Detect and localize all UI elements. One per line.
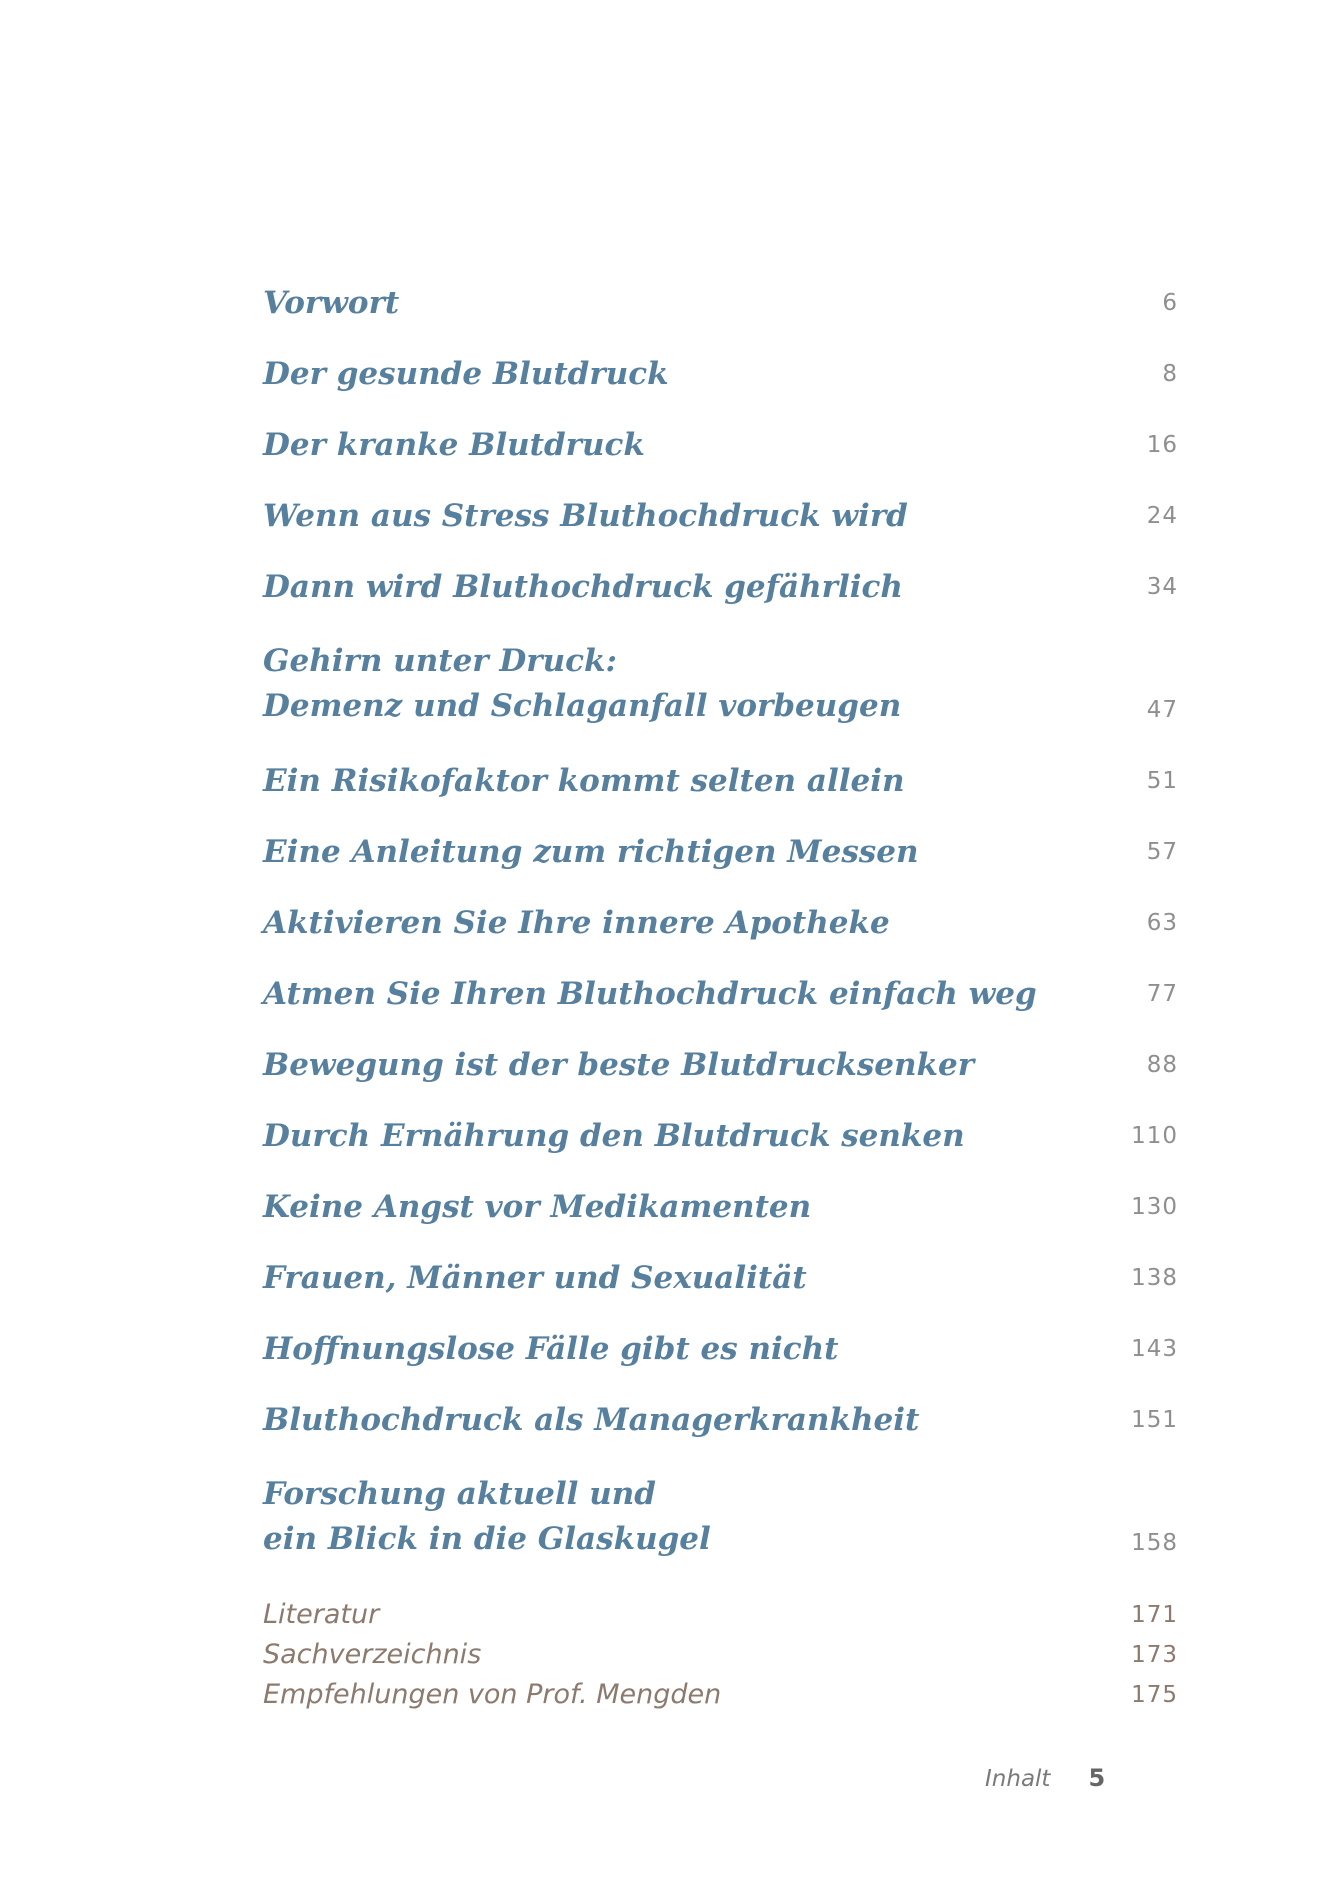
toc-entry-title bbox=[263, 284, 1043, 322]
toc-entry bbox=[263, 833, 1178, 871]
chapter-list bbox=[263, 284, 1178, 1562]
toc-entry bbox=[263, 426, 1178, 464]
toc-entry-title bbox=[263, 1117, 1043, 1155]
toc-entry-title-line: Frauen, Männer und Sexualität bbox=[263, 1260, 807, 1296]
toc-entry-title bbox=[263, 497, 1043, 535]
toc-entry-title-line: Der gesunde Blutdruck bbox=[263, 356, 669, 392]
toc-entry-page: 6 bbox=[1162, 290, 1178, 316]
toc-entry-title-line: Aktivieren Sie Ihre innere Apotheke bbox=[263, 905, 890, 941]
toc-entry-title-line: Der kranke Blutdruck bbox=[263, 427, 645, 463]
toc-entry-page: 47 bbox=[1146, 697, 1178, 723]
toc-entry-title-line: Atmen Sie Ihren Bluthochdruck einfach weg bbox=[263, 976, 1037, 1012]
toc-entry-page: 130 bbox=[1131, 1194, 1178, 1220]
toc-entry-title-line: Wenn aus Stress Bluthochdruck wird bbox=[263, 498, 908, 534]
toc-entry-page: 158 bbox=[1131, 1530, 1178, 1556]
toc-entry bbox=[263, 284, 1178, 322]
toc-entry-title-line: Keine Angst vor Medikamenten bbox=[263, 1189, 812, 1225]
toc-entry-page: 51 bbox=[1146, 768, 1178, 794]
toc-entry-title bbox=[263, 762, 1043, 800]
appendix-entry bbox=[263, 1635, 1178, 1675]
toc-entry bbox=[263, 1046, 1178, 1084]
appendix-entry-title: Sachverzeichnis bbox=[263, 1639, 482, 1670]
toc-entry bbox=[263, 568, 1178, 606]
toc-entry-title-line: Demenz und Schlaganfall vorbeugen bbox=[263, 688, 902, 724]
toc-entry bbox=[263, 1259, 1178, 1297]
toc-entry bbox=[263, 1117, 1178, 1155]
toc-entry-page: 24 bbox=[1146, 503, 1178, 529]
appendix-entry-page: 173 bbox=[1131, 1642, 1178, 1668]
toc-entry-page: 88 bbox=[1146, 1052, 1178, 1078]
toc-entry bbox=[263, 1472, 1178, 1562]
toc-entry-title-line: Eine Anleitung zum richtigen Messen bbox=[263, 834, 919, 870]
toc-entry-title-line: ein Blick in die Glaskugel bbox=[263, 1521, 711, 1557]
toc-entry-page: 151 bbox=[1131, 1407, 1178, 1433]
toc-entry-page: 57 bbox=[1146, 839, 1178, 865]
toc-entry-title bbox=[263, 568, 1043, 606]
toc-entry-title-line: Hoffnungslose Fälle gibt es nicht bbox=[263, 1331, 839, 1367]
appendix-entry bbox=[263, 1595, 1178, 1635]
toc-entry-title-line: Durch Ernährung den Blutdruck senken bbox=[263, 1118, 965, 1154]
toc-entry bbox=[263, 1401, 1178, 1439]
toc-entry-title bbox=[263, 639, 1043, 729]
page-footer bbox=[985, 1764, 1105, 1792]
toc-entry-title bbox=[263, 1259, 1043, 1297]
appendix-entry-title: Literatur bbox=[263, 1599, 380, 1630]
toc-entry-title-line: Gehirn unter Druck: bbox=[263, 643, 617, 679]
toc-entry-title bbox=[263, 1046, 1043, 1084]
toc-entry-page: 16 bbox=[1146, 432, 1178, 458]
toc-entry-page: 63 bbox=[1146, 910, 1178, 936]
appendix-entry-page: 171 bbox=[1131, 1602, 1178, 1628]
footer-section-label: Inhalt bbox=[985, 1766, 1051, 1792]
toc-entry-title-line: Forschung aktuell und bbox=[263, 1476, 656, 1512]
toc-entry bbox=[263, 639, 1178, 729]
toc-entry-title bbox=[263, 975, 1043, 1013]
toc-entry-page: 110 bbox=[1131, 1123, 1178, 1149]
toc-entry bbox=[263, 975, 1178, 1013]
appendix-entry bbox=[263, 1675, 1178, 1715]
toc-entry bbox=[263, 355, 1178, 393]
toc-entry-title-line: Bluthochdruck als Managerkrankheit bbox=[263, 1402, 920, 1438]
toc-entry-page: 138 bbox=[1131, 1265, 1178, 1291]
toc-entry-title bbox=[263, 833, 1043, 871]
toc-entry-title bbox=[263, 426, 1043, 464]
footer-page-number: 5 bbox=[1088, 1764, 1106, 1792]
toc-entry-title-line: Ein Risikofaktor kommt selten allein bbox=[263, 763, 905, 799]
appendix-list bbox=[263, 1595, 1178, 1715]
toc-entry bbox=[263, 1188, 1178, 1226]
table-of-contents bbox=[263, 284, 1178, 1715]
toc-entry-page: 77 bbox=[1146, 981, 1178, 1007]
toc-entry-title-line: Dann wird Bluthochdruck gefährlich bbox=[263, 569, 903, 605]
toc-entry-title bbox=[263, 1401, 1043, 1439]
toc-entry-title bbox=[263, 904, 1043, 942]
appendix-entry-page: 175 bbox=[1131, 1682, 1178, 1708]
toc-entry-title-line: Bewegung ist der beste Blutdrucksenker bbox=[263, 1047, 975, 1083]
toc-entry-title bbox=[263, 355, 1043, 393]
toc-entry-page: 34 bbox=[1146, 574, 1178, 600]
appendix-entry-title: Empfehlungen von Prof. Mengden bbox=[263, 1679, 722, 1710]
toc-entry-page: 8 bbox=[1162, 361, 1178, 387]
toc-entry bbox=[263, 904, 1178, 942]
toc-entry bbox=[263, 762, 1178, 800]
toc-entry-page: 143 bbox=[1131, 1336, 1178, 1362]
toc-entry-title bbox=[263, 1330, 1043, 1368]
toc-entry bbox=[263, 497, 1178, 535]
toc-entry bbox=[263, 1330, 1178, 1368]
toc-entry-title-line: Vorwort bbox=[263, 285, 400, 321]
toc-entry-title bbox=[263, 1188, 1043, 1226]
toc-entry-title bbox=[263, 1472, 1043, 1562]
